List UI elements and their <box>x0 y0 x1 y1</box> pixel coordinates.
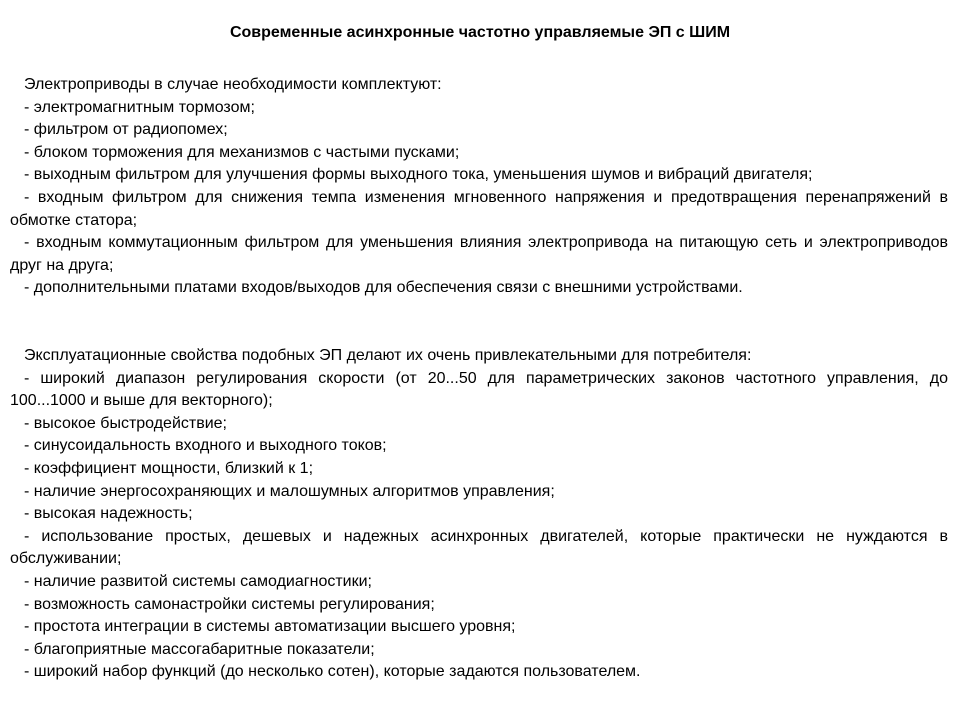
equipment-section <box>10 74 948 300</box>
equipment-item: - фильтром от радиопомех; <box>24 121 228 139</box>
property-item: - высокое быстродействие; <box>24 414 227 432</box>
property-item: - коэффициент мощности, близкий к 1; <box>24 459 314 477</box>
property-item: - использование простых, дешевых и надежных асинхронных двигателей, которые практически не нуждаются в обслуживании; <box>10 527 948 568</box>
slide-title: Современные асинхронные частотно управляемые ЭП с ШИМ <box>229 24 731 41</box>
equipment-item: - выходным фильтром для улучшения формы выходного тока, уменьшения шумов и вибраций двигателя; <box>24 166 813 184</box>
equipment-item: - входным коммутационным фильтром для уменьшения влияния электропривода на питающую сеть и электроприводов друг на друга; <box>10 234 948 274</box>
property-item: - простота интеграции в системы автоматизации высшего уровня; <box>24 618 516 636</box>
properties-section <box>10 345 948 684</box>
property-item: - наличие энергосохраняющих и малошумных алгоритмов управления; <box>24 482 555 500</box>
properties-intro: Эксплуатационные свойства подобных ЭП делают их очень привлекательными для потребителя: <box>24 347 752 364</box>
property-item: - широкий набор функций (до несколько сотен), которые задаются пользователем. <box>24 663 641 681</box>
property-item: - возможность самонастройки системы регулирования; <box>24 595 435 613</box>
property-item: - наличие развитой системы самодиагностики; <box>24 572 372 590</box>
equipment-item: - блоком торможения для механизмов с частыми пусками; <box>24 143 460 161</box>
property-item: - синусоидальность входного и выходного токов; <box>24 437 387 455</box>
equipment-item: - электромагнитным тормозом; <box>24 98 255 116</box>
equipment-item: - дополнительными платами входов/выходов для обеспечения связи с внешними устройствами. <box>24 279 743 297</box>
equipment-intro: Электроприводы в случае необходимости комплектуют: <box>24 76 442 93</box>
equipment-item: - входным фильтром для снижения темпа изменения мгновенного напряжения и предотвращения перенапряжений в обмотке статора; <box>10 188 948 229</box>
property-item: - благоприятные массогабаритные показатели; <box>24 640 375 658</box>
property-item: - широкий диапазон регулирования скорости (от 20...50 для параметрических законов частотного управления, до 100...1000 и выше для векторного); <box>10 369 948 410</box>
property-item: - высокая надежность; <box>24 505 193 523</box>
